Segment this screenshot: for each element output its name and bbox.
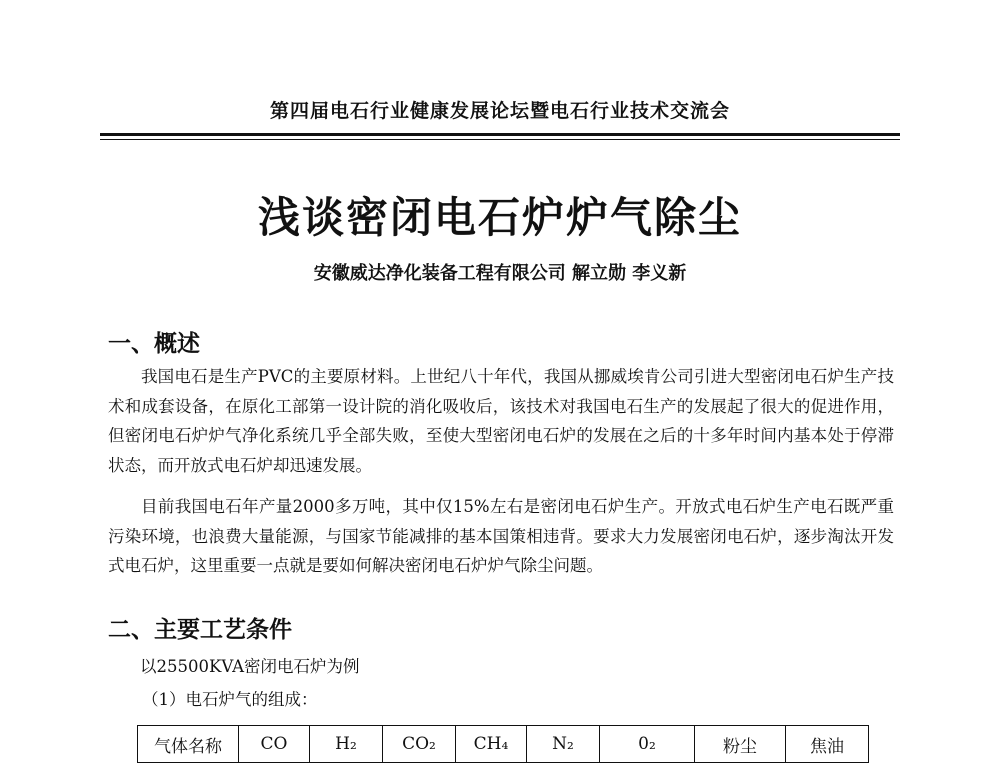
header-rule-thin xyxy=(100,139,900,140)
table-header-cell: 气体名称 xyxy=(138,726,239,763)
table-header-cell: CO₂ xyxy=(383,726,456,763)
paper-title: 浅谈密闭电石炉炉气除尘 xyxy=(257,193,742,242)
header-rule-thick xyxy=(100,133,900,136)
process-intro: 以25500KVA密闭电石炉为例 xyxy=(140,657,360,676)
table-header-cell: CO xyxy=(239,726,310,763)
section-heading-overview: 一、概述 xyxy=(108,331,200,357)
process-item-1: （1）电石炉气的组成： xyxy=(142,690,318,709)
gas-composition-table xyxy=(137,725,869,763)
table-header-cell: 焦油 xyxy=(786,726,869,763)
table-header-cell: 0₂ xyxy=(600,726,695,763)
table-header-cell: N₂ xyxy=(527,726,600,763)
overview-paragraph-2: 目前我国电石年产量2000多万吨，其中仅15%左右是密闭电石炉生产。开放式电石炉生产电石既严重污染环境，也浪费大量能源，与国家节能减排的基本国策相违背。要求大力发展密闭电石炉，逐步淘汰开发式电石炉，这里重要一点就是要如何解决密闭电石炉炉气除尘问题。 xyxy=(108,497,894,575)
table-header-cell: CH₄ xyxy=(456,726,527,763)
table-header-cell: 粉尘 xyxy=(695,726,786,763)
conference-header: 第四届电石行业健康发展论坛暨电石行业技术交流会 xyxy=(269,100,730,122)
section-heading-process: 二、主要工艺条件 xyxy=(108,617,292,643)
table-header-row xyxy=(138,726,869,763)
table-header-cell: H₂ xyxy=(310,726,383,763)
paper-authors: 安徽威达净化装备工程有限公司 解立勋 李义新 xyxy=(313,263,687,284)
overview-paragraph-1: 我国电石是生产PVC的主要原材料。上世纪八十年代，我国从挪威埃肯公司引进大型密闭电石炉生产技术和成套设备，在原化工部第一设计院的消化吸收后，该技术对我国电石生产的发展起了很大的促进作用，但密闭电石炉炉气净化系统几乎全部失败，至使大型密闭电石炉的发展在之后的十多年时间内基本处于停滞状态，而开放式电石炉却迅速发展。 xyxy=(108,367,894,475)
